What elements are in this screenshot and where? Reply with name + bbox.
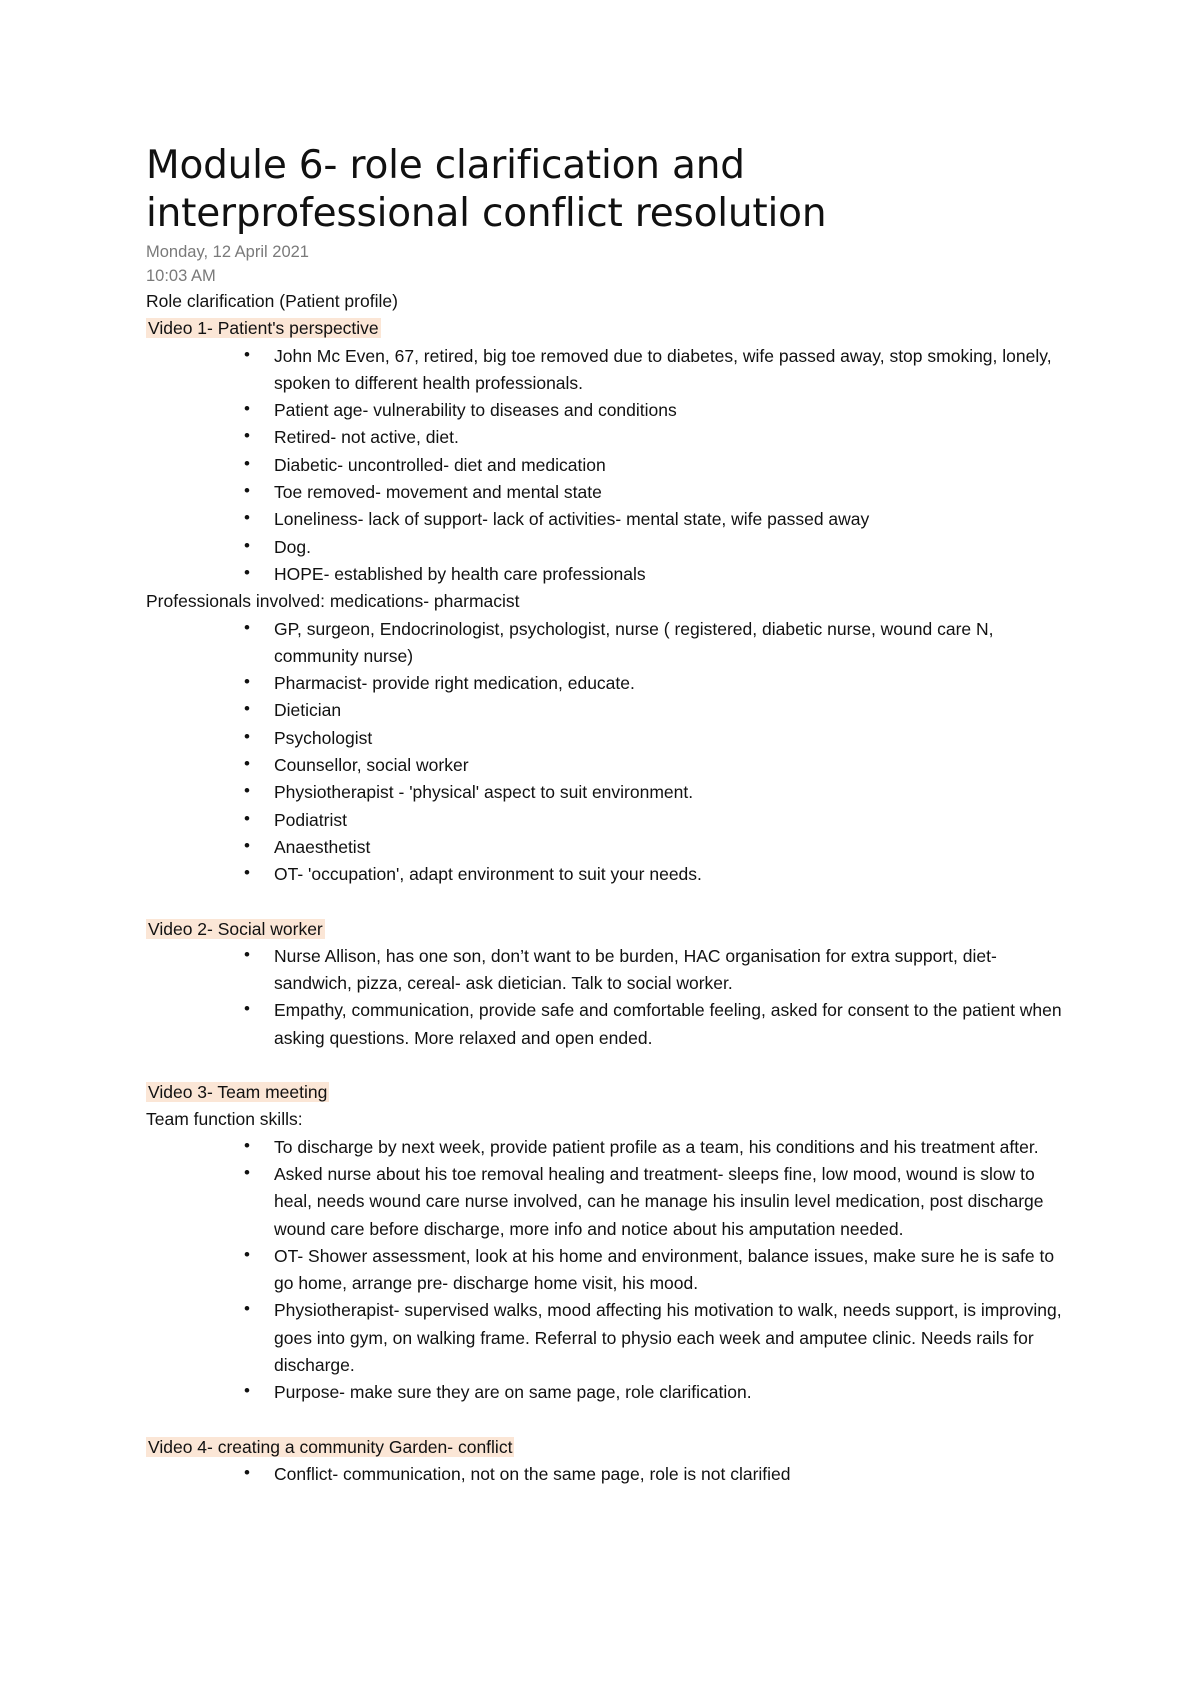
list-item: • John Mc Even, 67, retired, big toe removed due to diabetes, wife passed away, stop smoking, lonely, spoken to different health professionals. [244, 344, 1052, 393]
page-title-line-2: interprofessional conflict resolution [146, 191, 827, 236]
bullet-icon: • [244, 1162, 250, 1182]
video1-heading-line [146, 315, 1066, 342]
spacer [146, 889, 1066, 916]
list-item: • Toe removed- movement and mental state [244, 481, 602, 503]
role-clarification-label: Role clarification (Patient profile) [146, 291, 398, 311]
bullet-icon: • [244, 1135, 250, 1155]
list-item: • Retired- not active, diet. [244, 426, 459, 448]
list-item: • GP, surgeon, Endocrinologist, psychologist, nurse ( registered, diabetic nurse, wound care N, community nurse) [244, 617, 994, 666]
bullet-icon: • [244, 453, 250, 473]
list-item: • Dietician [244, 699, 342, 721]
professionals-bullet-list [146, 616, 1066, 889]
list-item: • Diabetic- uncontrolled- diet and medication [244, 453, 606, 475]
bullet-icon: • [244, 426, 250, 446]
bullet-icon: • [244, 1381, 250, 1401]
list-item: • Purpose- make sure they are on same page, role clarification. [244, 1381, 752, 1403]
bullet-icon: • [244, 399, 250, 419]
list-item: • Physiotherapist- supervised walks, mood affecting his motivation to walk, needs support, is improving, goes into gym, on walking frame. Referral to physio each week and amputee clinic. Needs rails for discharge. [244, 1299, 1062, 1375]
video2-bullet-list [146, 943, 1066, 1052]
list-item: • Anaesthetist [244, 835, 371, 857]
bullet-icon: • [244, 944, 250, 964]
list-item: • Empathy, communication, provide safe and comfortable feeling, asked for consent to the patient when asking questions. More relaxed and open ended. [244, 999, 1062, 1048]
bullet-icon: • [244, 562, 250, 582]
bullet-icon: • [244, 808, 250, 828]
bullet-icon: • [244, 344, 250, 364]
list-item: • Loneliness- lack of support- lack of activities- mental state, wife passed away [244, 508, 870, 530]
bullet-icon: • [244, 1299, 250, 1319]
list-item: • OT- Shower assessment, look at his home and environment, balance issues, make sure he is safe to go home, arrange pre- discharge home visit, his mood. [244, 1244, 1055, 1294]
bullet-icon: • [244, 699, 250, 719]
video1-bullet-list [146, 343, 1066, 589]
bullet-icon: • [244, 754, 250, 774]
list-item: • HOPE- established by health care professionals [244, 562, 646, 584]
list-item: • OT- 'occupation', adapt environment to suit your needs. [244, 863, 702, 885]
video3-heading-line [146, 1079, 1066, 1106]
video4-bullet-list [146, 1461, 1066, 1488]
note-date: Monday, 12 April 2021 [146, 243, 309, 261]
video1-heading: Video 1- Patient's perspective [148, 318, 379, 339]
list-item: • Pharmacist- provide right medication, educate. [244, 672, 635, 694]
bullet-icon: • [244, 999, 250, 1019]
spacer [146, 1407, 1066, 1434]
list-item: • Dog. [244, 535, 311, 557]
bullet-icon: • [244, 481, 250, 501]
list-item: • Nurse Allison, has one son, don’t want to be burden, HAC organisation for extra support, diet- sandwich, pizza, cereal- ask dietician. Talk to social worker. [244, 944, 997, 994]
video3-heading: Video 3- Team meeting [148, 1082, 328, 1103]
video4-heading-line [146, 1434, 1066, 1461]
bullet-icon: • [244, 672, 250, 692]
document-page [146, 142, 1066, 1488]
video4-heading: Video 4- creating a community Garden- conflict [148, 1436, 513, 1457]
list-item: • Physiotherapist - 'physical' aspect to suit environment. [244, 781, 694, 803]
bullet-icon: • [244, 508, 250, 528]
team-function-label: Team function skills: [146, 1109, 303, 1130]
professionals-label: Professionals involved: medications- pharmacist [146, 591, 520, 612]
list-item: • Asked nurse about his toe removal healing and treatment- sleeps fine, low mood, wound is slow to heal, needs wound care nurse involved, can he manage his insulin level medication, post discharge wound care before discharge, more info and notice about his amputation needed. [244, 1162, 1044, 1239]
bullet-icon: • [244, 781, 250, 801]
list-item: • To discharge by next week, provide patient profile as a team, his conditions and his treatment after. [244, 1135, 1039, 1157]
video2-heading: Video 2- Social worker [148, 918, 323, 939]
page-title [146, 142, 1066, 238]
spacer [146, 1052, 1066, 1079]
bullet-icon: • [244, 863, 250, 883]
list-item: • Counsellor, social worker [244, 754, 469, 776]
page-title-line-1: Module 6- role clarification and [146, 143, 745, 188]
list-item: • Podiatrist [244, 808, 347, 830]
video3-bullet-list [146, 1134, 1066, 1407]
bullet-icon: • [244, 617, 250, 637]
bullet-icon: • [244, 535, 250, 555]
video2-heading-line [146, 916, 1066, 943]
note-time: 10:03 AM [146, 267, 216, 285]
list-item: • Patient age- vulnerability to diseases and conditions [244, 399, 677, 421]
list-item: • Conflict- communication, not on the same page, role is not clarified [244, 1462, 791, 1484]
bullet-icon: • [244, 835, 250, 855]
bullet-icon: • [244, 1462, 250, 1482]
list-item: • Psychologist [244, 726, 373, 748]
bullet-icon: • [244, 1244, 250, 1264]
bullet-icon: • [244, 726, 250, 746]
